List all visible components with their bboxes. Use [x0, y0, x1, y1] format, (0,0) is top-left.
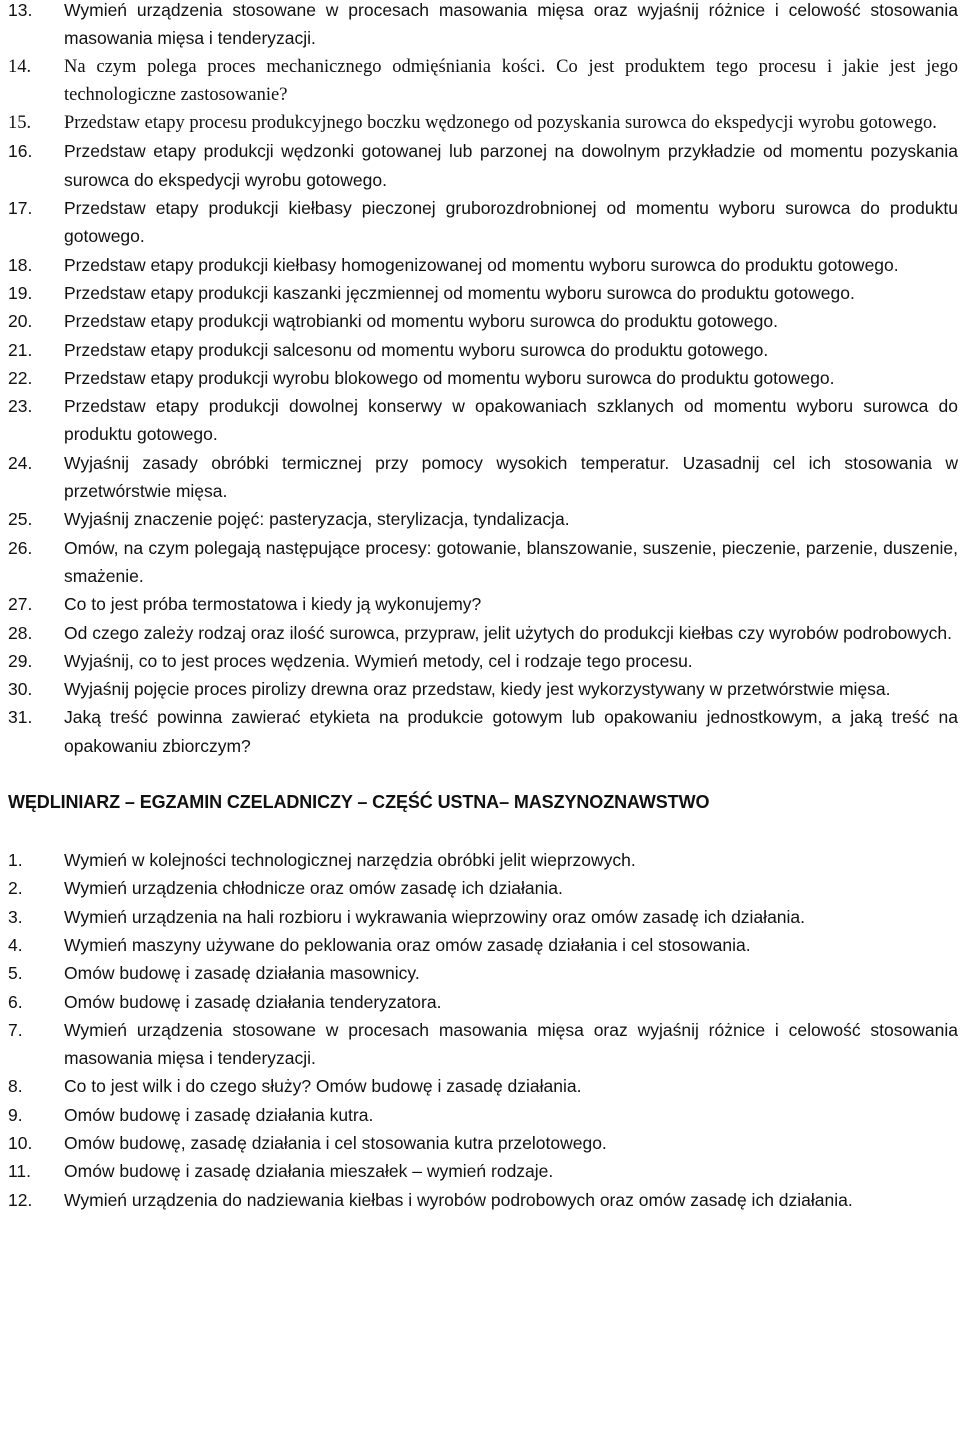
question-text: Wymień urządzenia chłodnicze oraz omów zasadę ich działania.: [64, 878, 563, 899]
question-text: Omów budowę i zasadę działania kutra.: [64, 1104, 374, 1125]
question-text: Omów budowę, zasadę działania i cel stosowania kutra przelotowego.: [64, 1132, 607, 1153]
question-item: [8, 619, 960, 647]
question-text: Wymień urządzenia na hali rozbioru i wykrawania wieprzowiny oraz omów zasadę ich działania.: [64, 906, 806, 927]
question-item: [8, 194, 960, 251]
question-text: Przedstaw etapy produkcji salcesonu od momentu wyboru surowca do produktu gotowego.: [64, 339, 769, 360]
question-text: Omów budowę i zasadę działania tenderyzatora.: [64, 991, 442, 1012]
question-text: Omów budowę i zasadę działania masownicy.: [64, 963, 420, 984]
question-item: [8, 307, 960, 335]
question-list-technology: [8, 0, 960, 760]
question-text: Na czym polega proces mechanicznego odmięśniania kości. Co jest produktem tego procesu i jakie jest jego technologiczne zastosowanie?: [64, 56, 958, 105]
question-item: [8, 1157, 960, 1185]
question-number: 12.: [8, 1189, 33, 1210]
question-item: [8, 137, 960, 194]
question-number: 2.: [8, 878, 23, 899]
question-number: 8.: [8, 1076, 23, 1097]
question-number: 21.: [8, 339, 33, 360]
question-number: 23.: [8, 396, 33, 417]
question-number: 29.: [8, 650, 33, 671]
question-item: [8, 392, 960, 449]
question-number: 27.: [8, 594, 33, 615]
question-text: Przedstaw etapy produkcji wyrobu blokowego od momentu wyboru surowca do produktu gotowego.: [64, 367, 835, 388]
question-text: Przedstaw etapy produkcji kiełbasy pieczonej gruborozdrobnionej od momentu wyboru surowca do produktu gotowego.: [64, 198, 958, 247]
question-text: Jaką treść powinna zawierać etykieta na produkcie gotowym lub opakowaniu jednostkowym, a jaką treść na opakowaniu zbiorczym?: [64, 707, 958, 756]
question-text: Omów budowę i zasadę działania mieszałek – wymień rodzaje.: [64, 1161, 554, 1182]
question-text: Wymień urządzenia stosowane w procesach masowania mięsa oraz wyjaśnij różnice i celowość stosowania masowania mięsa i tenderyzacji.: [64, 0, 958, 49]
question-item: [8, 931, 960, 959]
question-item: [8, 53, 960, 110]
question-text: Przedstaw etapy procesu produkcyjnego boczku wędzonego od pozyskania surowca do ekspedycji wyrobu gotowego.: [64, 113, 937, 134]
question-number: 28.: [8, 622, 33, 643]
question-number: 10.: [8, 1132, 33, 1153]
question-number: 26.: [8, 537, 33, 558]
question-number: 13.: [8, 0, 33, 20]
question-item: [8, 1186, 960, 1214]
question-text: Wyjaśnij, co to jest proces wędzenia. Wymień metody, cel i rodzaje tego procesu.: [64, 650, 693, 671]
question-number: 4.: [8, 934, 23, 955]
question-text: Przedstaw etapy produkcji kiełbasy homogenizowanej od momentu wyboru surowca do produktu gotowego.: [64, 254, 899, 275]
question-item: [8, 590, 960, 618]
question-item: [8, 647, 960, 675]
question-item: [8, 1072, 960, 1100]
question-text: Wymień maszyny używane do peklowania oraz omów zasadę działania i cel stosowania.: [64, 934, 751, 955]
question-number: 14.: [8, 56, 32, 77]
question-item: [8, 959, 960, 987]
question-number: 1.: [8, 850, 23, 871]
question-number: 16.: [8, 141, 33, 162]
question-number: 20.: [8, 311, 33, 332]
question-item: [8, 903, 960, 931]
question-item: [8, 449, 960, 506]
question-number: 30.: [8, 679, 33, 700]
question-item: [8, 703, 960, 760]
question-item: [8, 874, 960, 902]
question-item: [8, 846, 960, 874]
question-text: Przedstaw etapy produkcji kaszanki jęczmiennej od momentu wyboru surowca do produktu gotowego.: [64, 282, 855, 303]
question-text: Wymień urządzenia do nadziewania kiełbas i wyrobów podrobowych oraz omów zasadę ich działania.: [64, 1189, 853, 1210]
question-list-machines: [8, 846, 960, 1214]
question-text: Co to jest próba termostatowa i kiedy ją wykonujemy?: [64, 594, 482, 615]
question-item: [8, 251, 960, 279]
question-number: 19.: [8, 282, 33, 303]
question-number: 7.: [8, 1019, 23, 1040]
question-item: [8, 1101, 960, 1129]
question-item: [8, 988, 960, 1016]
question-number: 25.: [8, 509, 33, 530]
question-number: 18.: [8, 254, 33, 275]
question-item: [8, 109, 960, 137]
question-text: Co to jest wilk i do czego służy? Omów budowę i zasadę działania.: [64, 1076, 582, 1097]
question-text: Przedstaw etapy produkcji wędzonki gotowanej lub parzonej na dowolnym przykładzie od momentu pozyskania surowca do ekspedycji wyrobu gotowego.: [64, 141, 958, 190]
question-text: Wyjaśnij zasady obróbki termicznej przy pomocy wysokich temperatur. Uzasadnij cel ich stosowania w przetwórstwie mięsa.: [64, 452, 958, 502]
question-number: 17.: [8, 198, 33, 219]
question-number: 31.: [8, 707, 33, 728]
question-number: 15.: [8, 113, 32, 134]
question-item: [8, 336, 960, 364]
question-number: 6.: [8, 991, 23, 1012]
question-text: Wyjaśnij pojęcie proces pirolizy drewna oraz przedstaw, kiedy jest wykorzystywany w przetwórstwie mięsa.: [64, 679, 891, 700]
section-heading: WĘDLINIARZ – EGZAMIN CZELADNICZY – CZĘŚĆ USTNA– MASZYNOZNAWSTWO: [8, 792, 710, 813]
question-number: 24.: [8, 452, 33, 473]
question-number: 5.: [8, 963, 23, 984]
question-item: [8, 364, 960, 392]
question-item: [8, 279, 960, 307]
question-text: Od czego zależy rodzaj oraz ilość surowca, przypraw, jelit użytych do produkcji kiełbas czy wyrobów podrobowych.: [64, 622, 953, 643]
question-item: [8, 1129, 960, 1157]
question-text: Przedstaw etapy produkcji wątrobianki od momentu wyboru surowca do produktu gotowego.: [64, 311, 778, 332]
question-item: [8, 675, 960, 703]
question-text: Wymień urządzenia stosowane w procesach masowania mięsa oraz wyjaśnij różnice i celowość stosowania masowania mięsa i tenderyzacji.: [64, 1019, 958, 1069]
question-text: Wyjaśnij znaczenie pojęć: pasteryzacja, sterylizacja, tyndalizacja.: [64, 509, 570, 530]
question-number: 9.: [8, 1104, 23, 1125]
question-text: Wymień w kolejności technologicznej narzędzia obróbki jelit wieprzowych.: [64, 850, 636, 871]
question-item: [8, 505, 960, 533]
question-item: [8, 0, 960, 53]
question-item: [8, 534, 960, 591]
question-text: Omów, na czym polegają następujące procesy: gotowanie, blanszowanie, suszenie, pieczenie, parzenie, duszenie, smażenie.: [64, 537, 958, 586]
question-text: Przedstaw etapy produkcji dowolnej konserwy w opakowaniach szklanych od momentu wyboru surowca do produktu gotowego.: [64, 396, 958, 445]
question-number: 22.: [8, 367, 33, 388]
question-number: 11.: [8, 1161, 32, 1182]
question-number: 3.: [8, 906, 23, 927]
question-item: [8, 1016, 960, 1073]
